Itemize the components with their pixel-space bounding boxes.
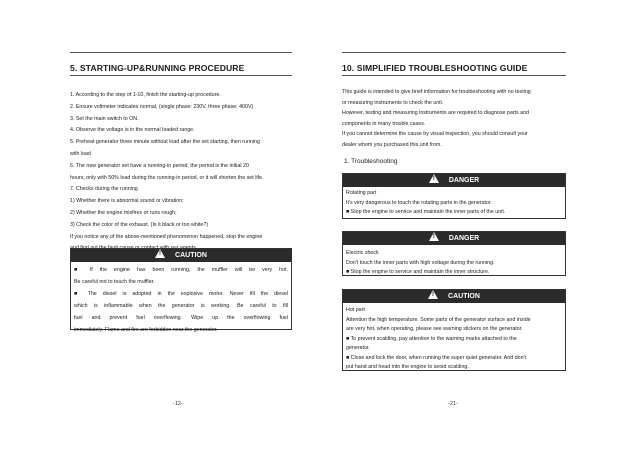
- title-rule-top: [70, 52, 292, 53]
- danger-box-rotating: [342, 173, 566, 219]
- caution-line: ■ To prevent scalding, pay attention to the warning marks attached to the: [346, 335, 517, 342]
- caution-line: which is inflammable when the generator is working. Be careful to fill: [74, 303, 288, 309]
- danger-header: [343, 232, 565, 245]
- caution-heading: CAUTION: [448, 293, 480, 300]
- danger-line: Rotating part: [346, 190, 377, 196]
- danger-line: Don't touch the inner parts with high voltage during the running.: [346, 259, 495, 266]
- page-number: -21-: [448, 401, 458, 407]
- procedure-line: with load: [70, 150, 91, 157]
- danger-line: ■ Stop the engine to service and maintain the inner structure.: [346, 269, 490, 275]
- intro-line: This guide is intended to give brief information for troubleshooting with no testing: [342, 89, 531, 95]
- title-rule-top: [342, 52, 566, 53]
- warning-triangle-icon: !: [429, 232, 439, 241]
- caution-heading: CAUTION: [175, 252, 207, 259]
- caution-body: [71, 262, 291, 336]
- caution-line: ■ If the engine has been running, the muffler will be very hot.: [74, 267, 288, 273]
- procedure-line: 3) Check the color of the exhaust. (Is it black or too white?): [70, 221, 209, 228]
- danger-heading: DANGER: [448, 235, 480, 242]
- danger-heading: DANGER: [448, 177, 480, 184]
- danger-box-electric: [342, 231, 566, 276]
- caution-line: ■ Close and lock the door, when running the super quiet generator. And don't: [346, 354, 527, 361]
- troubleshooting-subheading: 1. Troubleshooting: [344, 158, 398, 165]
- title-rule-bottom: [70, 75, 292, 76]
- danger-line: Electric shock: [346, 250, 379, 256]
- right-page: [342, 0, 566, 452]
- title-rule-bottom: [342, 75, 566, 76]
- caution-line: immediately. Flame and fire are forbidden near the generator.: [74, 327, 218, 333]
- procedure-line: 3. Set the main switch to ON.: [70, 115, 139, 122]
- procedure-line: 1. According to the step of 1-10, finish the starting-up procedure.: [70, 92, 221, 98]
- caution-line: put hand and head into the engine to avoid scalding.: [346, 364, 469, 370]
- caution-body: [343, 303, 565, 373]
- procedure-line: 4. Observe the voltage is in the normal loaded range.: [70, 127, 195, 134]
- caution-line: Be careful not to touch the muffler.: [74, 279, 155, 285]
- caution-header: [71, 249, 291, 262]
- procedure-line: 1) Whether there is abnormal sound or vibration;: [70, 198, 184, 205]
- danger-body: [343, 245, 565, 278]
- caution-line: are very hot, when operating, please see warning stickers on the generator.: [346, 326, 523, 332]
- warning-triangle-icon: !: [155, 249, 165, 258]
- procedure-line: 7. Checks during the running: [70, 186, 138, 193]
- procedure-line: 2. Ensure voltmeter indicates normal, (single phase: 230V, three phase: 400V): [70, 103, 254, 110]
- page-number: -12-: [173, 401, 183, 407]
- procedure-line: hours, only with 50% load during the running-in period, or it will shorten the set life.: [70, 174, 264, 181]
- danger-body: [343, 187, 565, 218]
- intro-line: or measuring instruments to check the unit.: [342, 99, 444, 106]
- section-title: 10. SIMPLIFIED TROUBLESHOOTING GUIDE: [342, 63, 528, 73]
- caution-line: Attention the high temperature. Some parts of the generator surface and inside: [346, 316, 531, 323]
- intro-line: However, testing and measuring instruments are required to diagnose parts and: [342, 110, 529, 117]
- intro-line: If you cannot determine the cause by visual inspection, you should consult your: [342, 131, 528, 138]
- intro-line: components in many trouble cases.: [342, 120, 426, 127]
- warning-triangle-icon: !: [428, 290, 438, 299]
- intro-line: dealer whom you purchased this unit from.: [342, 141, 442, 148]
- caution-box: [70, 248, 292, 333]
- intro-text: [342, 87, 566, 151]
- danger-line: It's very dangerous to touch the rotating parts in the generator.: [346, 199, 492, 206]
- procedure-line: 5. Preheat generator three minute without load after the set starting, then running: [70, 139, 260, 146]
- procedure-line: 2) Whether the engine misfires or runs rough;: [70, 209, 177, 216]
- caution-header: [343, 290, 565, 303]
- procedure-line: 6. The new generator set have a running-in period, the period is the initial 20: [70, 162, 249, 169]
- caution-line: ■ The diesel is adopted in the explosive motor. Never fill the diesel: [74, 291, 288, 297]
- caution-line: fuel and prevent fuel overflowing. Wipe up the overflowing fuel: [74, 315, 288, 321]
- section-title: 5. STARTING-UP&RUNNING PROCEDURE: [70, 63, 245, 73]
- left-page: [70, 0, 292, 452]
- caution-line: generator.: [346, 345, 370, 351]
- procedure-text: [70, 90, 292, 255]
- danger-line: ■ Stop the engine to service and maintain the inner parts of the unit.: [346, 209, 506, 215]
- caution-line: Hot part: [346, 307, 365, 313]
- warning-triangle-icon: !: [429, 174, 439, 183]
- danger-header: [343, 174, 565, 187]
- procedure-line: If you notice any of the above-mentioned phenomenon happened, stop the engine: [70, 233, 263, 240]
- caution-box-hot: [342, 289, 566, 371]
